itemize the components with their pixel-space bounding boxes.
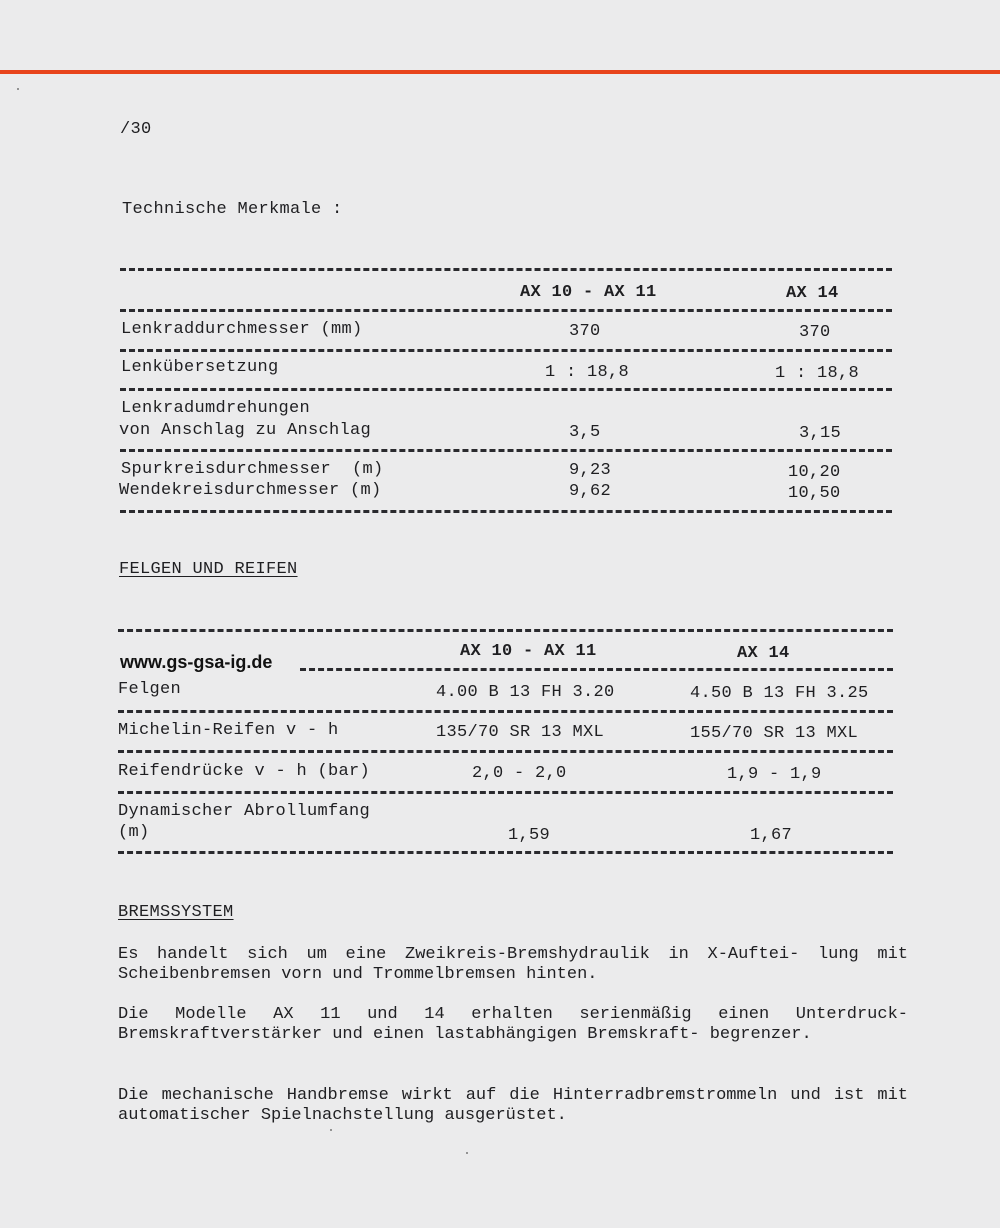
table-divider <box>120 268 892 271</box>
column-header: AX 14 <box>786 284 839 303</box>
row-label: Wendekreisdurchmesser (m) <box>119 481 382 500</box>
row-label: Michelin-Reifen v - h <box>118 721 339 740</box>
cell-value: 1,9 - 1,9 <box>727 765 822 784</box>
cell-value: 10,20 <box>788 463 841 482</box>
tech-heading: Technische Merkmale : <box>122 200 343 219</box>
column-header: AX 10 - AX 11 <box>460 642 597 661</box>
row-label: Reifendrücke v - h (bar) <box>118 762 371 781</box>
section-heading-felgen: FELGEN UND REIFEN <box>119 560 298 579</box>
section-heading-brems: BREMSSYSTEM <box>118 903 234 922</box>
cell-value: 3,5 <box>569 423 601 442</box>
cell-value: 2,0 - 2,0 <box>472 764 567 783</box>
cell-value: 1,59 <box>508 826 551 845</box>
paper-speck <box>17 88 19 90</box>
cell-value: 10,50 <box>788 484 841 503</box>
table-divider <box>118 791 893 794</box>
cell-value: 1 : 18,8 <box>775 364 860 383</box>
cell-value: 370 <box>799 323 831 342</box>
table-divider <box>120 349 892 352</box>
cell-value: 135/70 SR 13 MXL <box>436 723 605 742</box>
table-divider <box>118 629 893 632</box>
brems-paragraph: Die mechanische Handbremse wirkt auf die Hinterradbremstrommeln und ist mit automatischer Spielnachstellung ausgerüstet. <box>118 1086 908 1125</box>
row-label: (m) <box>118 823 150 842</box>
website-watermark: www.gs-gsa-ig.de <box>120 652 273 672</box>
row-label: Dynamischer Abrollumfang <box>118 802 371 821</box>
cell-value: 155/70 SR 13 MXL <box>690 724 859 743</box>
paper-speck <box>330 1129 332 1131</box>
cell-value: 3,15 <box>799 424 842 443</box>
row-label: Felgen <box>118 680 182 699</box>
row-label: von Anschlag zu Anschlag <box>119 421 372 440</box>
cell-value: 370 <box>569 322 601 341</box>
cell-value: 4.50 B 13 FH 3.25 <box>690 684 869 703</box>
table-divider <box>120 449 892 452</box>
cell-value: 9,62 <box>569 482 612 501</box>
brems-paragraph: Die Modelle AX 11 und 14 erhalten serienmäßig einen Unterdruck- Bremskraftverstärker und einen lastabhängigen Bremskraft- begrenzer. <box>118 1005 908 1044</box>
table-divider <box>120 309 892 312</box>
page-number: /30 <box>120 120 152 139</box>
table-divider <box>120 388 892 391</box>
red-header-rule <box>0 70 1000 74</box>
table-divider <box>300 668 893 671</box>
table-divider <box>118 710 893 713</box>
row-label: Spurkreisdurchmesser (m) <box>121 460 384 479</box>
brems-paragraph: Es handelt sich um eine Zweikreis-Bremshydraulik in X-Auftei- lung mit Scheibenbremsen vorn und Trommelbremsen hinten. <box>118 945 908 984</box>
table-divider <box>118 851 893 854</box>
paper-speck <box>466 1152 468 1154</box>
table-divider <box>120 510 892 513</box>
row-label: Lenkradumdrehungen <box>121 399 311 418</box>
cell-value: 1 : 18,8 <box>545 363 630 382</box>
table-divider <box>118 750 893 753</box>
row-label: Lenkraddurchmesser (mm) <box>121 320 363 339</box>
row-label: Lenkübersetzung <box>121 358 279 377</box>
column-header: AX 14 <box>737 644 790 663</box>
column-header: AX 10 - AX 11 <box>520 283 657 302</box>
cell-value: 4.00 B 13 FH 3.20 <box>436 683 615 702</box>
cell-value: 9,23 <box>569 461 612 480</box>
cell-value: 1,67 <box>750 826 793 845</box>
